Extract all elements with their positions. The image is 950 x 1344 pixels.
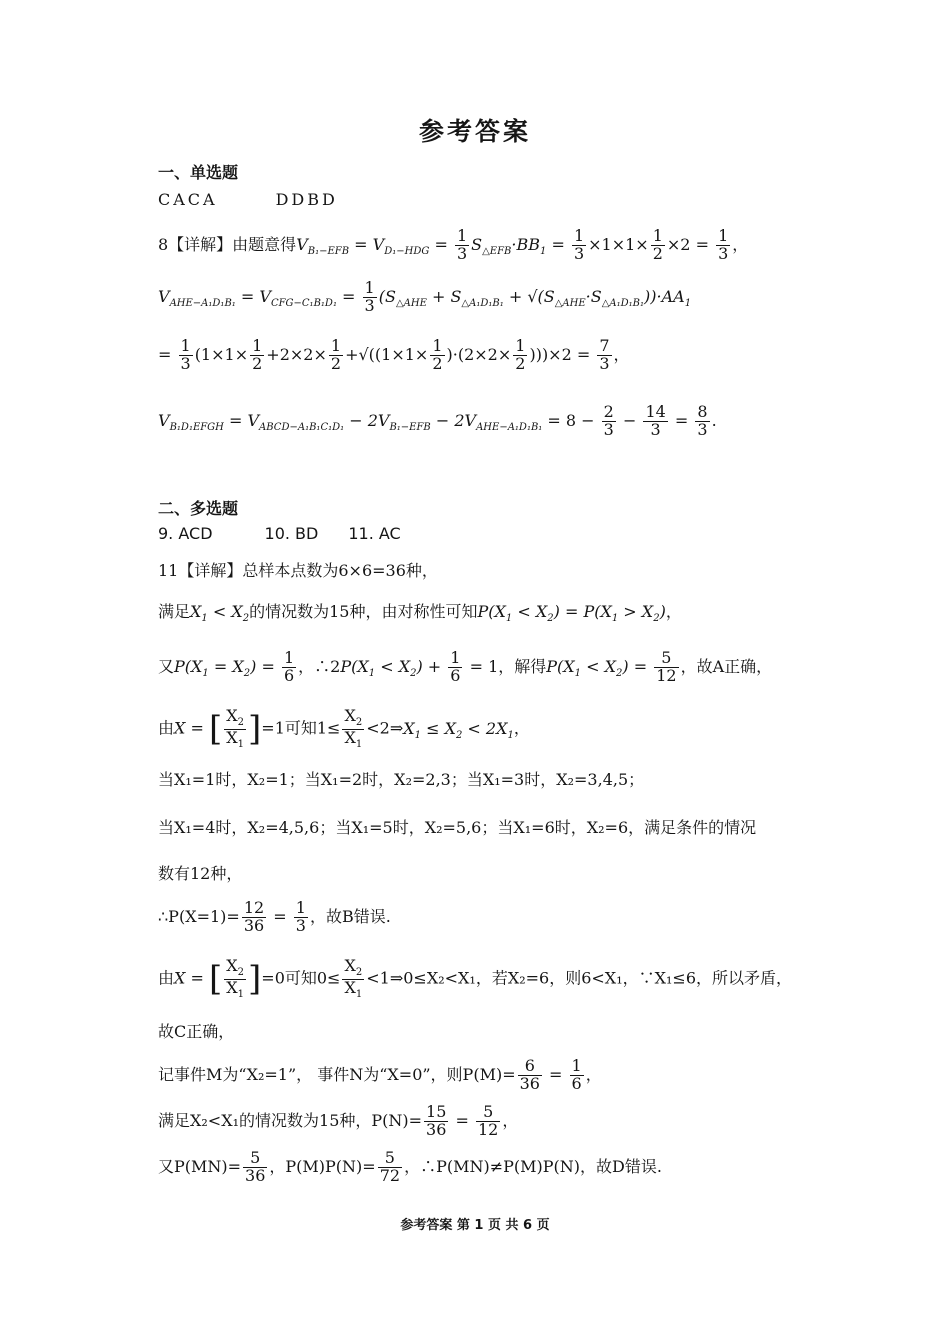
q11-line-8: 由X = [ $\frac{X_2}{X_1}$ ]=0可知0≤ $\frac{X_2}{X_1}$ <1⇒0≤X₂<X₁，若X₂=6，则6<X₁，∵X₁≤6，所以矛盾， (158, 956, 793, 1000)
q8-explanation-line-4: $V_{B_1D_1EFGH} = V_{ABCD-A_1B_1C_1D_1} - 2V_{B_1-EFB} - 2V_{AHE-A_1D_1B_1} = 8$ − $\frac{2}{3}$ − $\frac{14}{3}$ = $\frac{8}{3}$ . (158, 402, 717, 439)
section-multi-choice-heading: 二、多选题 (158, 499, 239, 518)
q11-line-5: 当X₁=4时，X₂=4,5,6；当X₁=5时，X₂=5,6；当X₁=6时，X₂=6，满足条件的情况 (158, 818, 757, 837)
q11-line-11: 满足X₂<X₁的情况数为15种，P(N)= $\frac{15}{36}$ = $\frac{5}{12}$ ， (158, 1102, 519, 1139)
q11-line-3: 由X = [ $\frac{X_2}{X_1}$ ]=1可知1≤ $\frac{X_2}{X_1}$ $<2\Rightarrow X_1 \le X_2 < 2X_1$， (158, 706, 530, 750)
single-choice-answers (158, 192, 338, 208)
answers-1-4: CACA (158, 190, 218, 209)
q11-line-1: 满足$X_1 < X_2$的情况数为15种，由对称性可知$P(X_1 < X_2) = P(X_1 > X_2)$， (158, 602, 682, 625)
q11-line-4: 当X₁=1时，X₂=1；当X₁=2时，X₂=2,3；当X₁=3时，X₂=3,4,5； (158, 770, 645, 789)
q11-line-10: 记事件M为“X₂=1”， 事件N为“X=0”，则P(M)= $\frac{6}{36}$ = $\frac{1}{6}$ ， (158, 1056, 602, 1093)
q8-label: 8【详解】由题意得 (158, 234, 297, 254)
answer-q11: 11. AC (348, 524, 401, 543)
q11-line-6: 数有12种， (158, 864, 243, 883)
q8-explanation-line-3: = $\frac{1}{3}$ (1×1× $\frac{1}{2}$ +2×2× $\frac{1}{2}$ +√((1×1× $\frac{1}{2}$ )·(2×2× $\frac{1}{2}$ )))×2 = $\frac{7}{3}$ ， (158, 336, 630, 373)
q11-intro: 11【详解】总样本点数为6×6=36种， (158, 561, 438, 580)
q11-line-7: ∴P(X=1)= $\frac{12}{36}$ = $\frac{1}{3}$ ，故B错误. (158, 898, 391, 935)
answer-q10: 10. BD (264, 524, 319, 543)
q11-line-9: 故C正确， (158, 1022, 235, 1041)
page-footer: 参考答案 第 1 页 共 6 页 (400, 1218, 550, 1233)
q8-explanation-line-1: 8【详解】由题意得$V_{B_1-EFB} = V_{D_1-HDG}$ = $\frac{1}{3}$ $S_{\triangle EFB}\cdot BB_1$ = $\frac{1}{3}$ ×1×1× $\frac{1}{2}$ ×2 = $\frac{1}{3}$ ， (158, 226, 749, 263)
q11-line-2: 又$P(X_1 = X_2)$ = $\frac{1}{6}$ ，$\therefore 2P(X_1 < X_2)$ + $\frac{1}{6}$ = 1，解得$P(X_1 < X_2)$ = $\frac{5}{12}$ ，故A正确， (158, 648, 773, 685)
multi-choice-answers (158, 526, 401, 542)
answers-5-8: DDBD (275, 190, 338, 209)
answer-q9: 9. ACD (158, 524, 213, 543)
q8-explanation-line-2: $V_{AHE-A_1D_1B_1} = V_{CFG-C_1B_1D_1}$ = $\frac{1}{3}$ $(S_{\triangle AHE} + S_{\triangle A_1D_1B_1} + √(S_{\triangle AHE}\cdot S_{\triangle A_1D_1B_1}))\cdot AA_1$ (158, 278, 692, 315)
section-single-choice-heading: 一、单选题 (158, 163, 239, 182)
q11-line-12: 又P(MN)= $\frac{5}{36}$ ，P(M)P(N)= $\frac{5}{72}$ ，∴P(MN)≠P(M)P(N)，故D错误. (158, 1148, 662, 1185)
page-title: 参考答案 (418, 117, 531, 146)
